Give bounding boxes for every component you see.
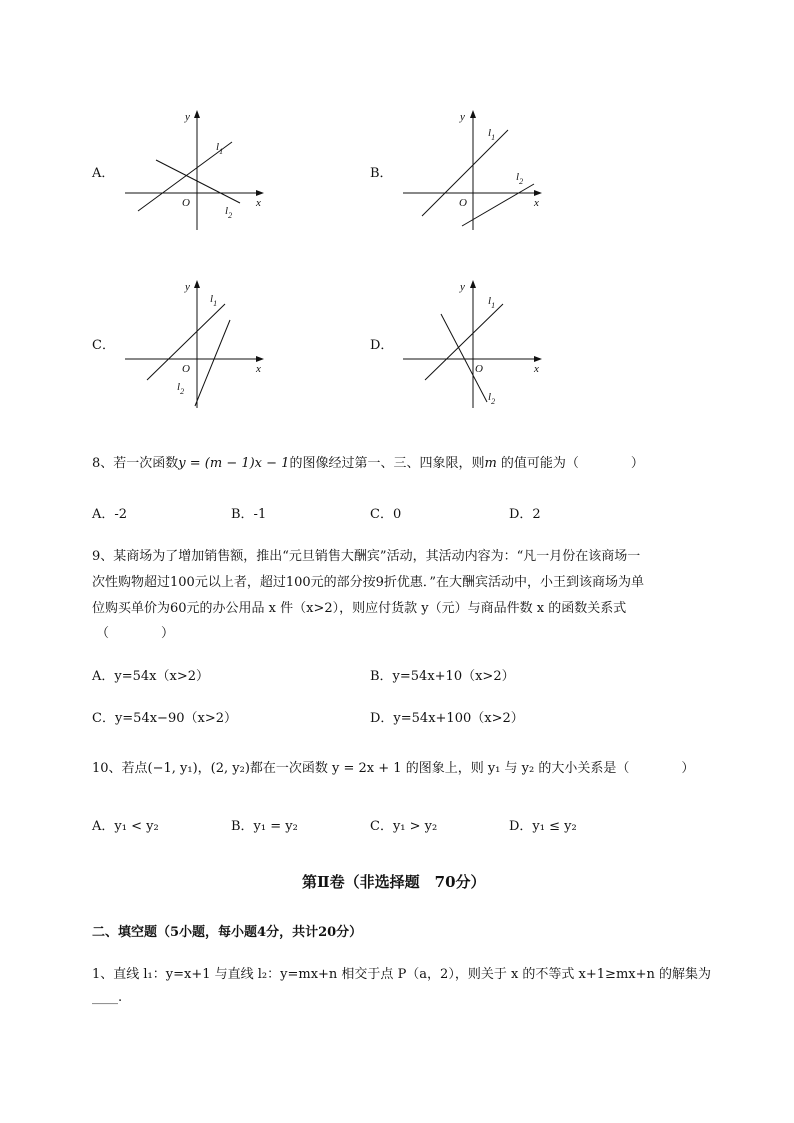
l1-label: $l_1$ <box>488 295 496 310</box>
q8-formula: y = (m − 1)x − 1 <box>178 456 290 471</box>
fill-blank-section-heading: 二、填空题（5小题，每小题4分，共计20分） <box>92 925 363 940</box>
q8-option-a: A．-2 <box>92 507 128 522</box>
question-10: 10、若点(−1, y₁)，(2, y₂)都在一次函数 y = 2x + 1 的图象上，则 y₁ 与 y₂ 的大小关系是（ ） <box>92 761 695 776</box>
q9-option-b: B．y=54x+10（x>2） <box>370 669 515 684</box>
origin-label: O <box>475 363 483 375</box>
x-axis-label: x <box>534 363 539 375</box>
l1-label: $l_1$ <box>216 141 224 156</box>
q10-option-d: D．y₁ ≤ y₂ <box>509 819 577 834</box>
graph-c <box>120 278 280 413</box>
l2-label: $l_2$ <box>177 381 185 396</box>
question-8 <box>92 452 644 471</box>
q9-line-4: （ ） <box>96 626 175 641</box>
q10-option-b: B．y₁ = y₂ <box>231 819 298 834</box>
fill-q1-line-2: ____. <box>92 990 123 1005</box>
y-axis-label: y <box>185 111 190 123</box>
l2-label: $l_2$ <box>516 171 524 186</box>
q8-end: 的值可能为（ ） <box>496 456 644 471</box>
q9-option-d: D．y=54x+100（x>2） <box>370 711 524 726</box>
q10-option-a: A．y₁ < y₂ <box>92 819 159 834</box>
x-axis-label: x <box>534 197 539 209</box>
q8-var: m <box>484 456 497 471</box>
l2-label: $l_2$ <box>225 205 233 220</box>
q9-line-3: 位购买单价为60元的办公用品 x 件（x>2），则应付货款 y（元）与商品件数 x 的函数关系式 <box>92 601 627 616</box>
q8-suffix: 的图像经过第一、三、四象限，则 <box>289 456 485 471</box>
y-axis-label: y <box>460 281 465 293</box>
origin-label: O <box>459 197 467 209</box>
q8-option-d: D．2 <box>509 507 541 522</box>
q8-option-c: C．0 <box>370 507 402 522</box>
origin-label: O <box>182 197 190 209</box>
x-axis-label: x <box>256 363 261 375</box>
x-axis-label: x <box>256 197 261 209</box>
option-d-label: D． <box>370 338 394 353</box>
l2-label: $l_2$ <box>488 391 496 406</box>
l1-label: $l_1$ <box>210 293 218 308</box>
q8-prefix: 8、若一次函数 <box>92 456 179 471</box>
option-c-label: C． <box>92 338 115 353</box>
option-b-label: B． <box>370 166 393 181</box>
q8-option-b: B．-1 <box>231 507 267 522</box>
y-axis-label: y <box>460 111 465 123</box>
y-axis-label: y <box>185 281 190 293</box>
q9-option-c: C．y=54x−90（x>2） <box>92 711 237 726</box>
graph-d <box>398 278 558 413</box>
part-2-title: 第Ⅱ卷（非选择题 70分） <box>302 873 486 891</box>
q10-option-c: C．y₁ > y₂ <box>370 819 438 834</box>
q9-line-1: 9、某商场为了增加销售额，推出“元旦销售大酬宾”活动，其活动内容为：“凡一月份在该商场一 <box>92 549 641 564</box>
q9-option-a: A．y=54x（x>2） <box>92 669 209 684</box>
option-a-label: A． <box>92 166 115 181</box>
q9-line-2: 次性购物超过100元以上者，超过100元的部分按9折优惠．”在大酬宾活动中，小王到该商场为单 <box>92 575 645 590</box>
graph-b <box>398 108 558 238</box>
graph-a <box>120 108 280 238</box>
fill-q1-line-1: 1、直线 l₁：y=x+1 与直线 l₂：y=mx+n 相交于点 P（a，2），则关于 x 的不等式 x+1≥mx+n 的解集为 <box>92 967 712 982</box>
l1-label: $l_1$ <box>488 127 496 142</box>
origin-label: O <box>182 363 190 375</box>
